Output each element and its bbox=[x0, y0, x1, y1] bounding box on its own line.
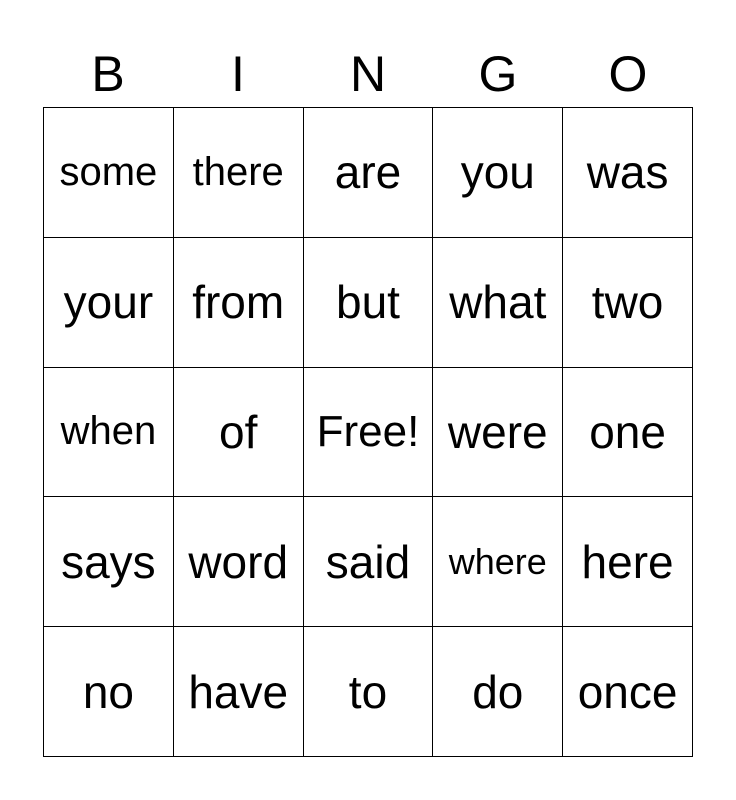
bingo-board bbox=[43, 107, 693, 757]
header-letter-i: I bbox=[231, 46, 245, 102]
bingo-cell[interactable]: do bbox=[433, 627, 563, 757]
bingo-cell[interactable]: but bbox=[304, 238, 434, 368]
header-letter-o: O bbox=[608, 46, 648, 102]
bingo-cell[interactable]: there bbox=[174, 108, 304, 238]
bingo-cell[interactable]: no bbox=[44, 627, 174, 757]
bingo-cell[interactable]: from bbox=[174, 238, 304, 368]
bingo-cell[interactable]: here bbox=[563, 497, 693, 627]
bingo-cell[interactable]: were bbox=[433, 368, 563, 498]
bingo-cell[interactable]: word bbox=[174, 497, 304, 627]
header-letter-b: B bbox=[91, 46, 125, 102]
bingo-cell[interactable]: two bbox=[563, 238, 693, 368]
free-space-cell[interactable]: Free! bbox=[304, 368, 434, 498]
bingo-cell[interactable]: where bbox=[433, 497, 563, 627]
bingo-cell[interactable]: are bbox=[304, 108, 434, 238]
bingo-header bbox=[43, 44, 693, 104]
bingo-cell[interactable]: one bbox=[563, 368, 693, 498]
bingo-cell[interactable]: some bbox=[44, 108, 174, 238]
header-letter-n: N bbox=[349, 46, 387, 102]
bingo-cell[interactable]: your bbox=[44, 238, 174, 368]
bingo-cell[interactable]: you bbox=[433, 108, 563, 238]
bingo-cell[interactable]: when bbox=[44, 368, 174, 498]
bingo-cell[interactable]: said bbox=[304, 497, 434, 627]
bingo-cell[interactable]: what bbox=[433, 238, 563, 368]
bingo-cell[interactable]: to bbox=[304, 627, 434, 757]
bingo-cell[interactable]: was bbox=[563, 108, 693, 238]
bingo-cell[interactable]: says bbox=[44, 497, 174, 627]
header-letter-g: G bbox=[478, 46, 518, 102]
bingo-cell[interactable]: of bbox=[174, 368, 304, 498]
bingo-cell[interactable]: have bbox=[174, 627, 304, 757]
bingo-cell[interactable]: once bbox=[563, 627, 693, 757]
